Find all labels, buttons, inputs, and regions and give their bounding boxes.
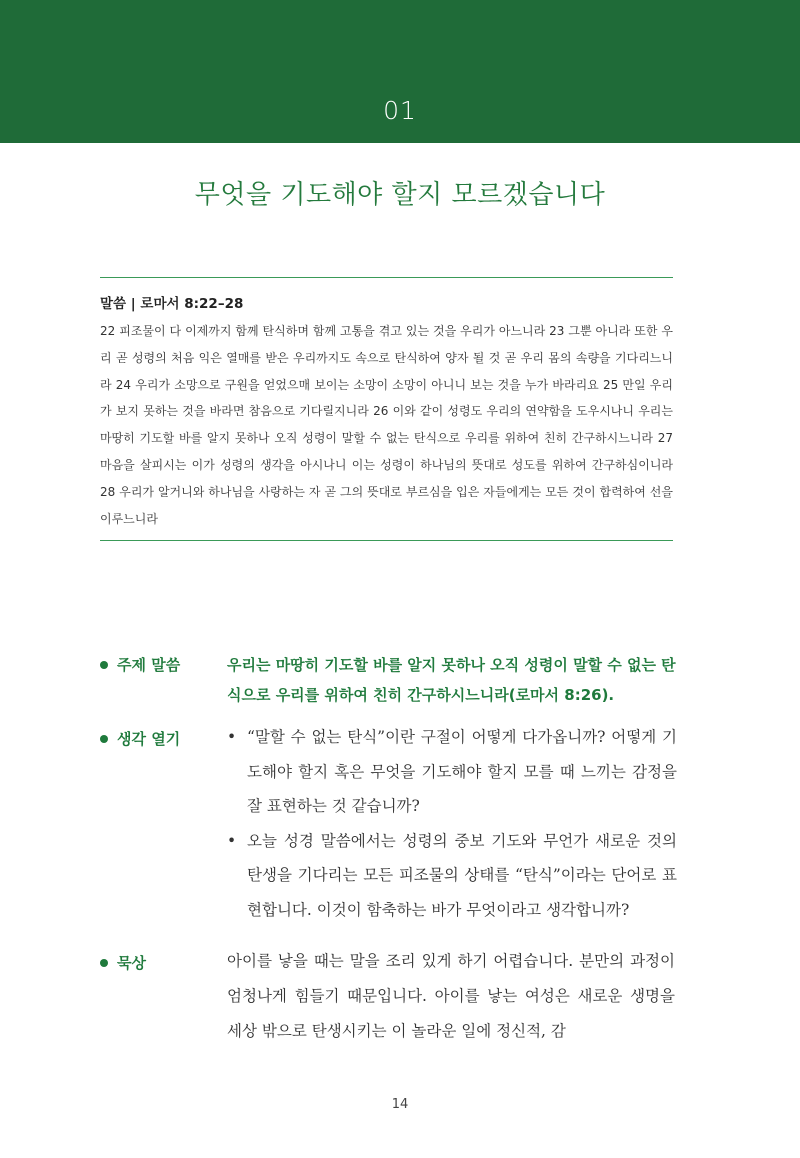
theme-label: 주제 말씀 (117, 656, 181, 674)
thought-item-text: 오늘 성경 말씀에서는 성령의 중보 기도와 무언가 새로운 것의 탄생을 기다리는 모든 피조물의 상태를 “탄식”이라는 단어로 표현합니다. 이것이 함축하는 바가 무엇이라고 생각합니까? (247, 831, 677, 919)
theme-text: 우리는 마땅히 기도할 바를 알지 못하나 오직 성령이 말할 수 없는 탄식으로 우리를 위하여 친히 간구하시느니라(로마서 8:26). (227, 656, 676, 704)
bullet-dot-icon (100, 735, 108, 743)
theme-label-wrap (100, 654, 220, 675)
meditation-label-wrap (100, 952, 220, 973)
scripture-block (100, 294, 673, 532)
list-item (227, 824, 677, 928)
scripture-top-rule (100, 277, 673, 278)
thought-opening-list (227, 720, 677, 927)
page-number: 14 (391, 1097, 409, 1112)
thought-item-text: “말할 수 없는 탄식”이란 구절이 어떻게 다가옵니까? 어떻게 기도해야 할지 혹은 무엇을 기도해야 할지 모를 때 느끼는 감정을 잘 표현하는 것 같습니까? (247, 728, 677, 815)
bullet-dot-icon (100, 959, 108, 967)
bullet-icon: • (227, 728, 237, 746)
meditation-label: 묵상 (117, 954, 146, 972)
meditation-text: 아이를 낳을 때는 말을 조리 있게 하기 어렵습니다. 분만의 과정이 엄청나게 힘들기 때문입니다. 아이를 낳는 여성은 새로운 생명을 세상 밖으로 탄생시키는 이 놀라운 일에 정신적, 감 (227, 952, 675, 1040)
scripture-reference: 말씀 | 로마서 8:22–28 (100, 296, 244, 312)
scripture-text: 22 피조물이 다 이제까지 함께 탄식하며 함께 고통을 겪고 있는 것을 우리가 아느니라 23 그뿐 아니라 또한 우리 곧 성령의 처음 익은 열매를 받은 우리까지도 속으로 탄식하여 양자 될 것 곧 우리 몸의 속량을 기다리느니라 24 우리가 소망으로 구원을 얻었으매 보이는 소망이 소망이 아니니 보는 것을 누가 바라리요 25 만일 우리가 보지 못하는 것을 바라면 참음으로 기다릴지니라 26 이와 같이 성령도 우리의 연약함을 도우시나니 우리는 마땅히 기도할 바를 알지 못하나 오직 성령이 말할 수 없는 탄식으로 우리를 위하여 친히 간구하시느니라 27 마음을 살피시는 이가 성령의 생각을 아시나니 이는 성령이 하나님의 뜻대로 성도를 위하여 간구하심이니라 28 우리가 알거니와 하나님을 사랑하는 자 곧 그의 뜻대로 부르심을 입은 자들에게는 모든 것이 합력하여 선을 이루느니라 (100, 324, 673, 526)
chapter-number: 01 (383, 96, 417, 125)
chapter-title: 무엇을 기도해야 할지 모르겠습니다 (194, 180, 606, 210)
bullet-icon: • (227, 831, 237, 850)
list-item (227, 720, 677, 824)
thought-opening-label: 생각 열기 (117, 730, 181, 748)
thought-opening-label-wrap (100, 728, 220, 749)
scripture-bottom-rule (100, 540, 673, 541)
bullet-dot-icon (100, 661, 108, 669)
